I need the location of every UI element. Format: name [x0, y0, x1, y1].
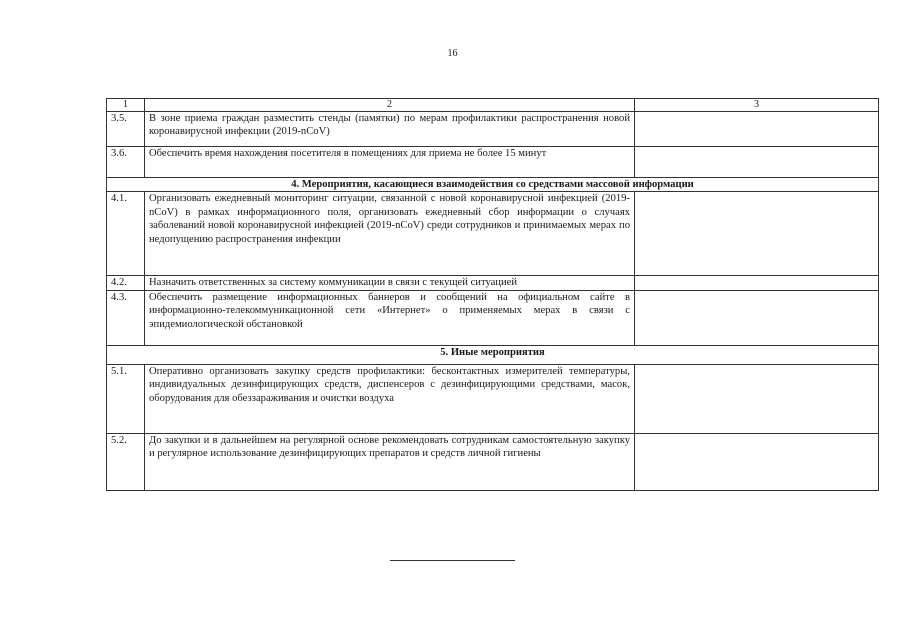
row-col3: [635, 112, 879, 147]
table-header-row: [107, 99, 879, 112]
row-col3: [635, 364, 879, 433]
row-number: 4.2.: [107, 276, 145, 290]
row-text: Назначить ответственных за систему коммуникации в связи с текущей ситуацией: [145, 276, 635, 290]
row-text: Организовать ежедневный мониторинг ситуации, связанной с новой коронавирусной инфекцией (2019-nCoV) в рамках информационного поля, организовать ежедневный сбор информации о случаях заболеваний новой коронавирусной инфекцией (2019-nCoV) среди сотрудников и принимаемых мерах по недопущению распространения инфекции: [145, 192, 635, 276]
table-row: [107, 112, 879, 147]
row-number: 3.5.: [107, 112, 145, 147]
footer-divider: [390, 560, 515, 561]
table-row: [107, 364, 879, 433]
row-number: 5.1.: [107, 364, 145, 433]
column-header-2: 2: [145, 99, 635, 112]
table-row: [107, 192, 879, 276]
page-number: 16: [447, 48, 458, 59]
row-col3: [635, 433, 879, 490]
measures-table: [106, 98, 879, 491]
row-number: 3.6.: [107, 147, 145, 178]
row-text: Обеспечить время нахождения посетителя в помещениях для приема не более 15 минут: [145, 147, 635, 178]
row-number: 4.1.: [107, 192, 145, 276]
row-col3: [635, 192, 879, 276]
section-heading-row: [107, 345, 879, 364]
table-row: [107, 290, 879, 345]
row-col3: [635, 147, 879, 178]
row-text: Оперативно организовать закупку средств профилактики: бесконтактных измерителей температуры, индивидуальных дезинфицирующих средств, диспенсеров с дезинфицирующими средствами, масок, оборудования для обеззараживания и очистки воздуха: [145, 364, 635, 433]
table-row: [107, 276, 879, 290]
section-4-title: 4. Мероприятия, касающиеся взаимодействия со средствами массовой информации: [107, 178, 879, 192]
row-col3: [635, 276, 879, 290]
column-header-3: 3: [635, 99, 879, 112]
row-number: 4.3.: [107, 290, 145, 345]
section-heading-row: [107, 178, 879, 192]
row-text: До закупки и в дальнейшем на регулярной основе рекомендовать сотрудникам самостоятельную закупку и регулярное использование дезинфицирующих препаратов и средств личной гигиены: [145, 433, 635, 490]
row-text: Обеспечить размещение информационных баннеров и сообщений на официальном сайте в информационно-телекоммуникационной сети «Интернет» о применяемых мерах в связи с эпидемиологической обстановкой: [145, 290, 635, 345]
row-number: 5.2.: [107, 433, 145, 490]
row-col3: [635, 290, 879, 345]
section-5-title: 5. Иные мероприятия: [107, 345, 879, 364]
row-text: В зоне приема граждан разместить стенды (памятки) по мерам профилактики распространения новой коронавирусной инфекции (2019-nCoV): [145, 112, 635, 147]
table-row: [107, 433, 879, 490]
column-header-1: 1: [107, 99, 145, 112]
table-row: [107, 147, 879, 178]
